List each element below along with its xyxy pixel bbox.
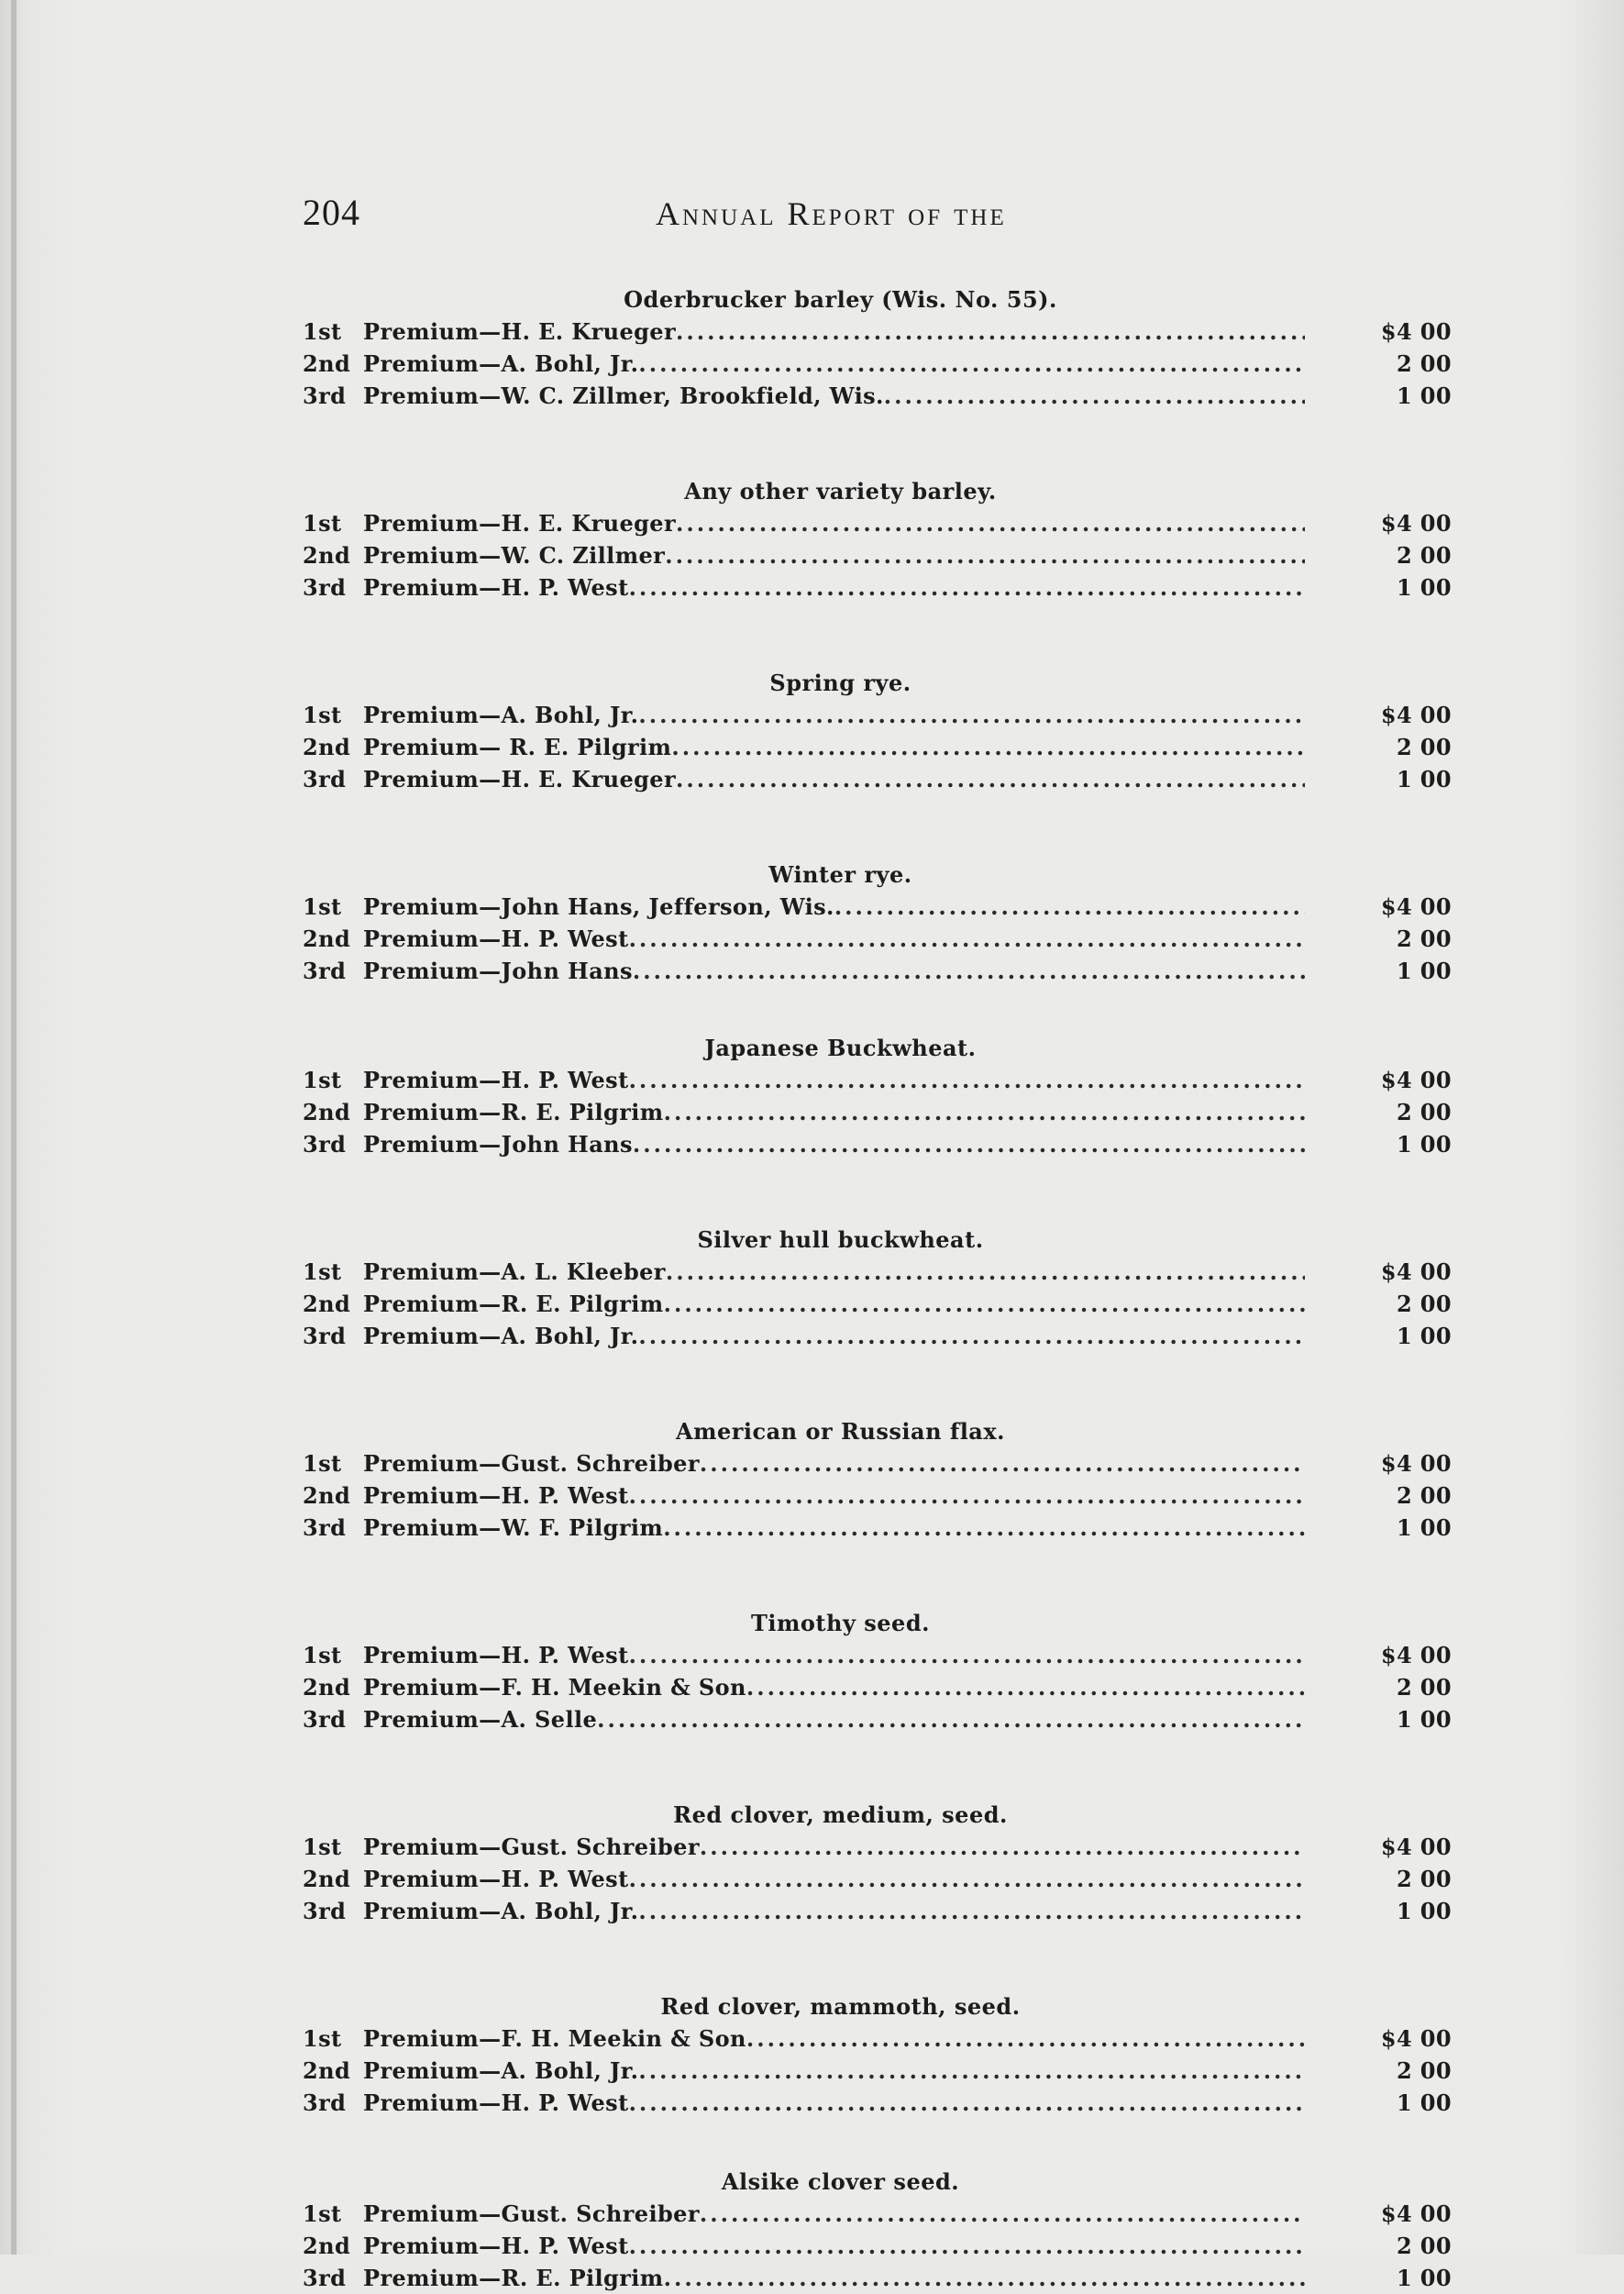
premium-amount: $4 00 <box>1380 1450 1452 1477</box>
premium-winner: Premium—John Hans, Jefferson, Wis. <box>363 893 834 920</box>
section-title: Red clover, mammoth, seed. <box>660 1993 1021 2020</box>
premium-row <box>303 1447 1452 1479</box>
premium-place: 1st <box>303 510 342 537</box>
premium-place: 3rd <box>303 1131 347 1158</box>
premium-place: 2nd <box>303 350 351 377</box>
premium-place: 3rd <box>303 1706 347 1733</box>
premium-row <box>303 731 1452 763</box>
premium-amount: 2 00 <box>1396 1482 1452 1509</box>
premium-winner: Premium—Gust. Schreiber <box>363 2200 700 2227</box>
premium-row <box>303 955 1452 987</box>
premium-amount: $4 00 <box>1380 2025 1452 2052</box>
section-title: American or Russian flax. <box>675 1418 1006 1445</box>
premium-amount: $4 00 <box>1380 1067 1452 1093</box>
section-title: Any other variety barley. <box>684 478 997 504</box>
dot-leader <box>638 2055 1305 2087</box>
premium-winner: Premium—H. P. West <box>363 1642 629 1668</box>
premium-place: 2nd <box>303 1482 351 1509</box>
premium-section <box>303 859 1452 987</box>
premium-amount: 2 00 <box>1396 1866 1452 1892</box>
premium-place: 3rd <box>303 1514 347 1541</box>
premium-row <box>303 380 1452 412</box>
dot-leader <box>663 1512 1305 1544</box>
dot-leader <box>629 1479 1305 1512</box>
dot-leader <box>629 1639 1305 1671</box>
premium-row <box>303 2198 1452 2230</box>
premium-amount: 2 00 <box>1396 1291 1452 1317</box>
section-title: Alsike clover seed. <box>721 2168 960 2195</box>
premium-place: 1st <box>303 318 342 345</box>
premium-winner: Premium—A. Bohl, Jr. <box>363 1323 639 1349</box>
premium-row <box>303 2087 1452 2119</box>
premium-winner: Premium—F. H. Meekin & Son <box>363 2025 746 2052</box>
premium-place: 1st <box>303 2200 342 2227</box>
premium-winner: Premium—Gust. Schreiber <box>363 1834 700 1860</box>
premium-section <box>303 284 1452 412</box>
section-title: Japanese Buckwheat. <box>704 1035 977 1061</box>
premium-place: 1st <box>303 702 342 728</box>
dot-leader <box>676 316 1305 348</box>
premium-place: 3rd <box>303 1898 347 1924</box>
premium-row <box>303 763 1452 795</box>
section-spacer <box>303 987 1452 1033</box>
premium-amount: $4 00 <box>1380 1642 1452 1668</box>
premium-amount: $4 00 <box>1380 1258 1452 1285</box>
premium-winner: Premium—H. P. West <box>363 1866 629 1892</box>
premium-place: 1st <box>303 1450 342 1477</box>
page-number: 204 <box>303 192 360 233</box>
dot-leader <box>629 923 1305 955</box>
section-title: Timothy seed. <box>751 1610 930 1636</box>
premium-place: 2nd <box>303 2233 351 2259</box>
premium-amount: 1 00 <box>1396 958 1452 984</box>
premium-amount: 1 00 <box>1396 766 1452 792</box>
premium-winner: Premium—A. Bohl, Jr. <box>363 1898 639 1924</box>
premium-winner: Premium—H. E. Krueger <box>363 510 677 537</box>
premium-row <box>303 1703 1452 1735</box>
premium-place: 3rd <box>303 1323 347 1349</box>
premium-amount: 2 00 <box>1396 542 1452 569</box>
premium-row <box>303 2262 1452 2294</box>
premium-amount: 1 00 <box>1396 1898 1452 1924</box>
premium-section <box>303 1033 1452 1160</box>
premium-row <box>303 1512 1452 1544</box>
premium-winner: Premium—John Hans <box>363 958 633 984</box>
premium-winner: Premium—H. P. West <box>363 1482 629 1509</box>
book-spine-edge <box>11 0 17 2255</box>
premium-amount: $4 00 <box>1380 893 1452 920</box>
premium-place: 2nd <box>303 1099 351 1125</box>
premium-row <box>303 2230 1452 2262</box>
premium-place: 1st <box>303 2025 342 2052</box>
premium-row <box>303 1320 1452 1352</box>
premium-winner: Premium—F. H. Meekin & Son <box>363 1674 746 1701</box>
dot-leader <box>638 699 1305 731</box>
dot-leader <box>746 2022 1305 2055</box>
dot-leader <box>629 1863 1305 1895</box>
premium-place: 3rd <box>303 766 347 792</box>
premium-place: 1st <box>303 1067 342 1093</box>
running-head: Annual Report of the <box>656 195 1007 232</box>
dot-leader <box>597 1703 1305 1735</box>
premium-amount: $4 00 <box>1380 2200 1452 2227</box>
section-spacer <box>303 795 1452 859</box>
premium-place: 1st <box>303 1642 342 1668</box>
premium-winner: Premium—R. E. Pilgrim <box>363 2265 664 2291</box>
premium-winner: Premium— R. E. Pilgrim <box>363 734 672 760</box>
premium-section <box>303 1608 1452 1735</box>
premium-winner: Premium—W. C. Zillmer, Brookfield, Wis. <box>363 382 884 409</box>
premium-amount: 1 00 <box>1396 574 1452 601</box>
premium-row <box>303 1288 1452 1320</box>
dot-leader <box>638 1895 1305 1927</box>
premium-row <box>303 507 1452 539</box>
section-title: Oderbrucker barley (Wis. No. 55). <box>624 286 1057 313</box>
premium-section <box>303 476 1452 604</box>
premium-winner: Premium—H. P. West <box>363 574 629 601</box>
dot-leader <box>746 1671 1305 1703</box>
premium-row <box>303 1639 1452 1671</box>
premium-row <box>303 891 1452 923</box>
premium-section <box>303 1225 1452 1352</box>
premium-section <box>303 668 1452 795</box>
premium-amount: 2 00 <box>1396 1674 1452 1701</box>
dot-leader <box>638 1320 1305 1352</box>
section-spacer <box>303 1160 1452 1225</box>
premium-row <box>303 316 1452 348</box>
premium-amount: 2 00 <box>1396 925 1452 952</box>
premium-winner: Premium—H. P. West <box>363 925 629 952</box>
premium-amount: 1 00 <box>1396 1514 1452 1541</box>
premium-row <box>303 571 1452 604</box>
section-spacer <box>303 1544 1452 1608</box>
dot-leader <box>671 731 1305 763</box>
premium-amount: $4 00 <box>1380 702 1452 728</box>
premium-place: 2nd <box>303 542 351 569</box>
premium-row <box>303 699 1452 731</box>
premium-place: 1st <box>303 1834 342 1860</box>
premium-winner: Premium—H. P. West <box>363 2233 629 2259</box>
premium-row <box>303 1064 1452 1096</box>
premium-place: 2nd <box>303 2057 351 2084</box>
dot-leader <box>633 955 1305 987</box>
premium-section <box>303 1991 1452 2119</box>
premium-amount: $4 00 <box>1380 1834 1452 1860</box>
premium-winner: Premium—H. E. Krueger <box>363 318 677 345</box>
premium-winner: Premium—A. Bohl, Jr. <box>363 2057 639 2084</box>
premium-row <box>303 1096 1452 1128</box>
section-spacer <box>303 1735 1452 1800</box>
premium-row <box>303 348 1452 380</box>
dot-leader <box>884 380 1305 412</box>
premium-amount: 2 00 <box>1396 734 1452 760</box>
premium-amount: 2 00 <box>1396 2057 1452 2084</box>
premium-winner: Premium—John Hans <box>363 1131 633 1158</box>
premium-row <box>303 1671 1452 1703</box>
premium-amount: 2 00 <box>1396 2233 1452 2259</box>
premium-list <box>303 284 1452 2294</box>
premium-row <box>303 2022 1452 2055</box>
premium-place: 2nd <box>303 1291 351 1317</box>
premium-section <box>303 1800 1452 1927</box>
premium-row <box>303 1128 1452 1160</box>
premium-place: 2nd <box>303 1866 351 1892</box>
premium-place: 2nd <box>303 925 351 952</box>
premium-winner: Premium—R. E. Pilgrim <box>363 1291 664 1317</box>
premium-amount: $4 00 <box>1380 318 1452 345</box>
section-title: Spring rye. <box>769 670 911 696</box>
premium-amount: 1 00 <box>1396 1323 1452 1349</box>
dot-leader <box>629 2087 1305 2119</box>
premium-winner: Premium—H. P. West <box>363 1067 629 1093</box>
dot-leader <box>676 507 1305 539</box>
premium-place: 3rd <box>303 382 347 409</box>
premium-row <box>303 2055 1452 2087</box>
premium-amount: 1 00 <box>1396 1706 1452 1733</box>
premium-row <box>303 923 1452 955</box>
section-title: Red clover, medium, seed. <box>673 1801 1008 1828</box>
premium-place: 3rd <box>303 574 347 601</box>
premium-amount: 1 00 <box>1396 2265 1452 2291</box>
premium-winner: Premium—A. Bohl, Jr. <box>363 350 639 377</box>
section-title: Winter rye. <box>768 861 912 888</box>
premium-winner: Premium—H. E. Krueger <box>363 766 677 792</box>
dot-leader <box>700 1831 1305 1863</box>
page-header <box>303 191 1091 237</box>
premium-place: 3rd <box>303 2089 347 2116</box>
premium-winner: Premium—A. Bohl, Jr. <box>363 702 639 728</box>
dot-leader <box>834 891 1305 923</box>
premium-amount: 1 00 <box>1396 2089 1452 2116</box>
section-spacer <box>303 412 1452 476</box>
premium-place: 1st <box>303 1258 342 1285</box>
premium-amount: 2 00 <box>1396 1099 1452 1125</box>
premium-place: 3rd <box>303 958 347 984</box>
section-spacer <box>303 2119 1452 2167</box>
dot-leader <box>676 763 1305 795</box>
dot-leader <box>629 1064 1305 1096</box>
premium-row <box>303 1895 1452 1927</box>
premium-amount: 2 00 <box>1396 350 1452 377</box>
dot-leader <box>664 2262 1305 2294</box>
dot-leader <box>633 1128 1305 1160</box>
premium-winner: Premium—A. Selle <box>363 1706 598 1733</box>
section-spacer <box>303 1927 1452 1991</box>
premium-winner: Premium—A. L. Kleeber <box>363 1258 666 1285</box>
premium-place: 3rd <box>303 2265 347 2291</box>
section-spacer <box>303 604 1452 668</box>
premium-winner: Premium—R. E. Pilgrim <box>363 1099 664 1125</box>
dot-leader <box>700 1447 1305 1479</box>
section-spacer <box>303 1352 1452 1416</box>
premium-row <box>303 1863 1452 1895</box>
dot-leader <box>638 348 1305 380</box>
premium-section <box>303 2167 1452 2294</box>
premium-row <box>303 1831 1452 1863</box>
premium-section <box>303 1416 1452 1544</box>
premium-winner: Premium—W. C. Zillmer <box>363 542 666 569</box>
dot-leader <box>629 2230 1305 2262</box>
premium-row <box>303 1256 1452 1288</box>
section-title: Silver hull buckwheat. <box>697 1226 984 1253</box>
premium-row <box>303 1479 1452 1512</box>
premium-amount: 1 00 <box>1396 382 1452 409</box>
premium-place: 2nd <box>303 1674 351 1701</box>
premium-winner: Premium—W. F. Pilgrim <box>363 1514 664 1541</box>
premium-amount: 1 00 <box>1396 1131 1452 1158</box>
dot-leader <box>629 571 1305 604</box>
premium-winner: Premium—Gust. Schreiber <box>363 1450 700 1477</box>
premium-winner: Premium—H. P. West <box>363 2089 629 2116</box>
dot-leader <box>664 1096 1305 1128</box>
premium-row <box>303 539 1452 571</box>
premium-amount: $4 00 <box>1380 510 1452 537</box>
dot-leader <box>666 1256 1305 1288</box>
dot-leader <box>665 539 1305 571</box>
dot-leader <box>700 2198 1305 2230</box>
dot-leader <box>664 1288 1305 1320</box>
premium-place: 1st <box>303 893 342 920</box>
premium-place: 2nd <box>303 734 351 760</box>
